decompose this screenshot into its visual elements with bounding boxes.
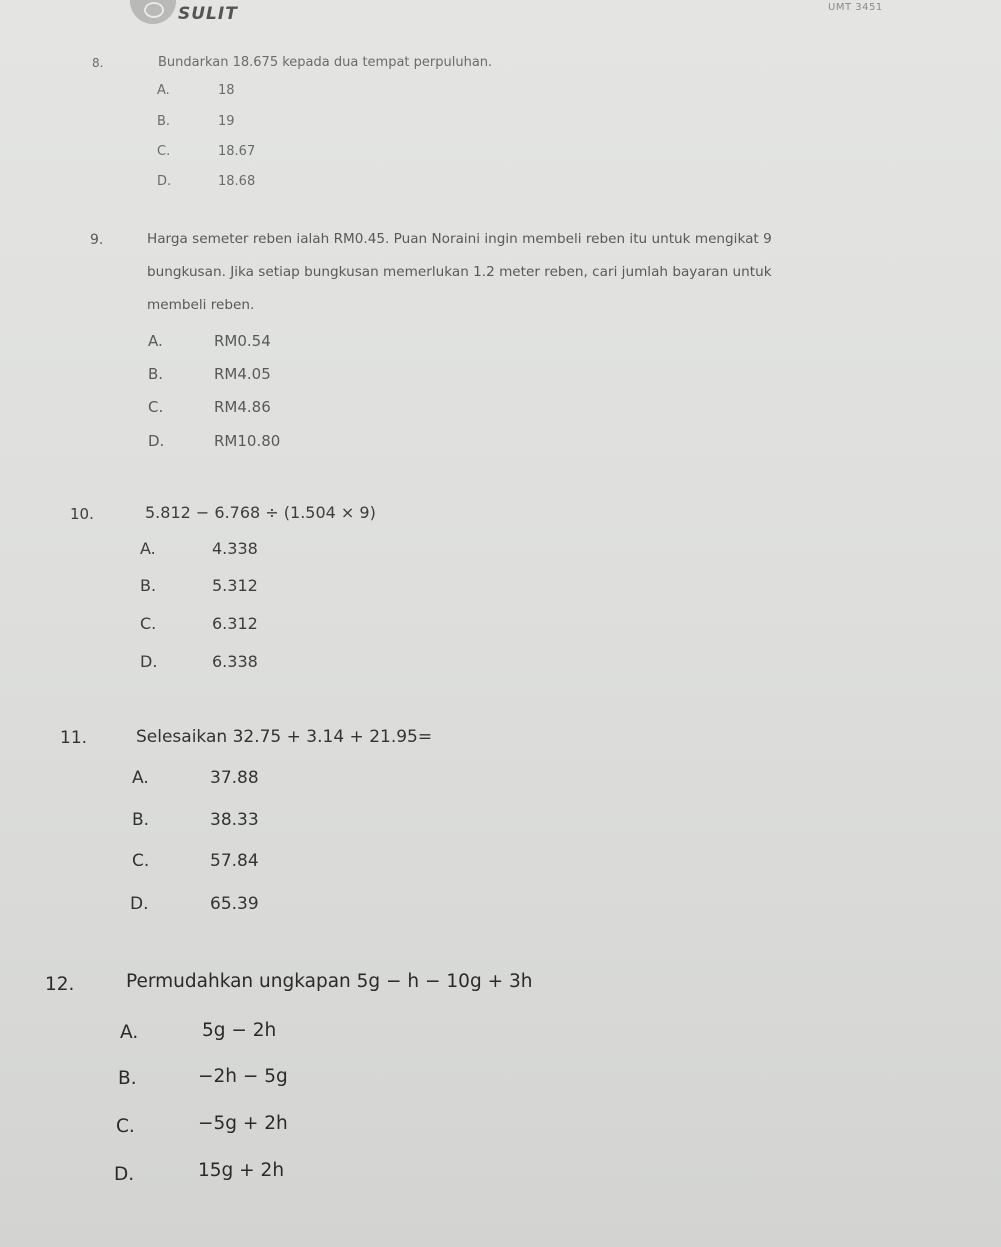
option-value: 5.312 (212, 576, 258, 595)
option-value: 18.68 (218, 174, 256, 189)
option-value: 38.33 (210, 810, 259, 830)
option-label: A. (132, 768, 149, 788)
option-value: 6.312 (212, 614, 258, 633)
question-text-line-1: Harga semeter reben ialah RM0.45. Puan Noraini ingin membeli reben itu untuk mengikat 9 (147, 231, 772, 247)
option-label: C. (148, 398, 164, 416)
option-label: A. (120, 1022, 139, 1043)
option-value: −5g + 2h (198, 1113, 288, 1134)
option-label: D. (130, 894, 149, 914)
question-text: Permudahkan ungkapan 5g − h − 10g + 3h (126, 971, 533, 992)
option-label: B. (157, 114, 171, 129)
page-header-title: SULIT (178, 4, 238, 24)
option-value: 65.39 (210, 894, 259, 914)
option-label: C. (132, 851, 150, 871)
option-label: C. (140, 614, 157, 633)
option-value: 57.84 (210, 851, 259, 871)
question-number: 8. (92, 56, 104, 70)
question-text: Selesaikan 32.75 + 3.14 + 21.95= (136, 727, 433, 747)
option-label: B. (118, 1068, 137, 1089)
option-value: −2h − 5g (198, 1066, 288, 1087)
option-label: C. (116, 1116, 135, 1137)
option-label: B. (132, 810, 150, 830)
question-text-line-2: bungkusan. Jika setiap bungkusan memerlukan 1.2 meter reben, cari jumlah bayaran untuk (147, 264, 772, 280)
option-label: B. (140, 576, 157, 595)
question-text: Bundarkan 18.675 kepada dua tempat perpuluhan. (158, 55, 493, 70)
paper-code: UMT 3451 (828, 2, 883, 13)
option-value: RM0.54 (214, 332, 271, 350)
option-value: 18 (218, 83, 235, 98)
question-text-line-3: membeli reben. (147, 297, 255, 313)
option-value: 15g + 2h (198, 1160, 285, 1181)
option-label: D. (140, 652, 158, 671)
question-number: 12. (45, 974, 75, 995)
option-value: RM4.05 (214, 365, 271, 383)
option-label: A. (148, 332, 163, 350)
option-value: 19 (218, 114, 235, 129)
option-label: A. (157, 83, 170, 98)
school-logo (130, 0, 176, 24)
logo-emblem-icon (144, 2, 164, 18)
question-expression: 5.812 − 6.768 ÷ (1.504 × 9) (145, 503, 376, 522)
option-value: 6.338 (212, 652, 258, 671)
option-label: C. (157, 144, 171, 159)
option-value: 5g − 2h (202, 1020, 277, 1041)
option-label: D. (148, 432, 165, 450)
question-number: 10. (70, 505, 94, 523)
option-label: D. (157, 174, 172, 189)
option-value: RM4.86 (214, 398, 271, 416)
option-value: RM10.80 (214, 432, 281, 450)
question-number: 9. (90, 232, 104, 248)
option-value: 4.338 (212, 539, 258, 558)
option-label: B. (148, 365, 164, 383)
option-label: D. (114, 1164, 135, 1185)
option-value: 18.67 (218, 144, 256, 159)
option-label: A. (140, 539, 156, 558)
question-number: 11. (60, 728, 88, 748)
option-value: 37.88 (210, 768, 259, 788)
